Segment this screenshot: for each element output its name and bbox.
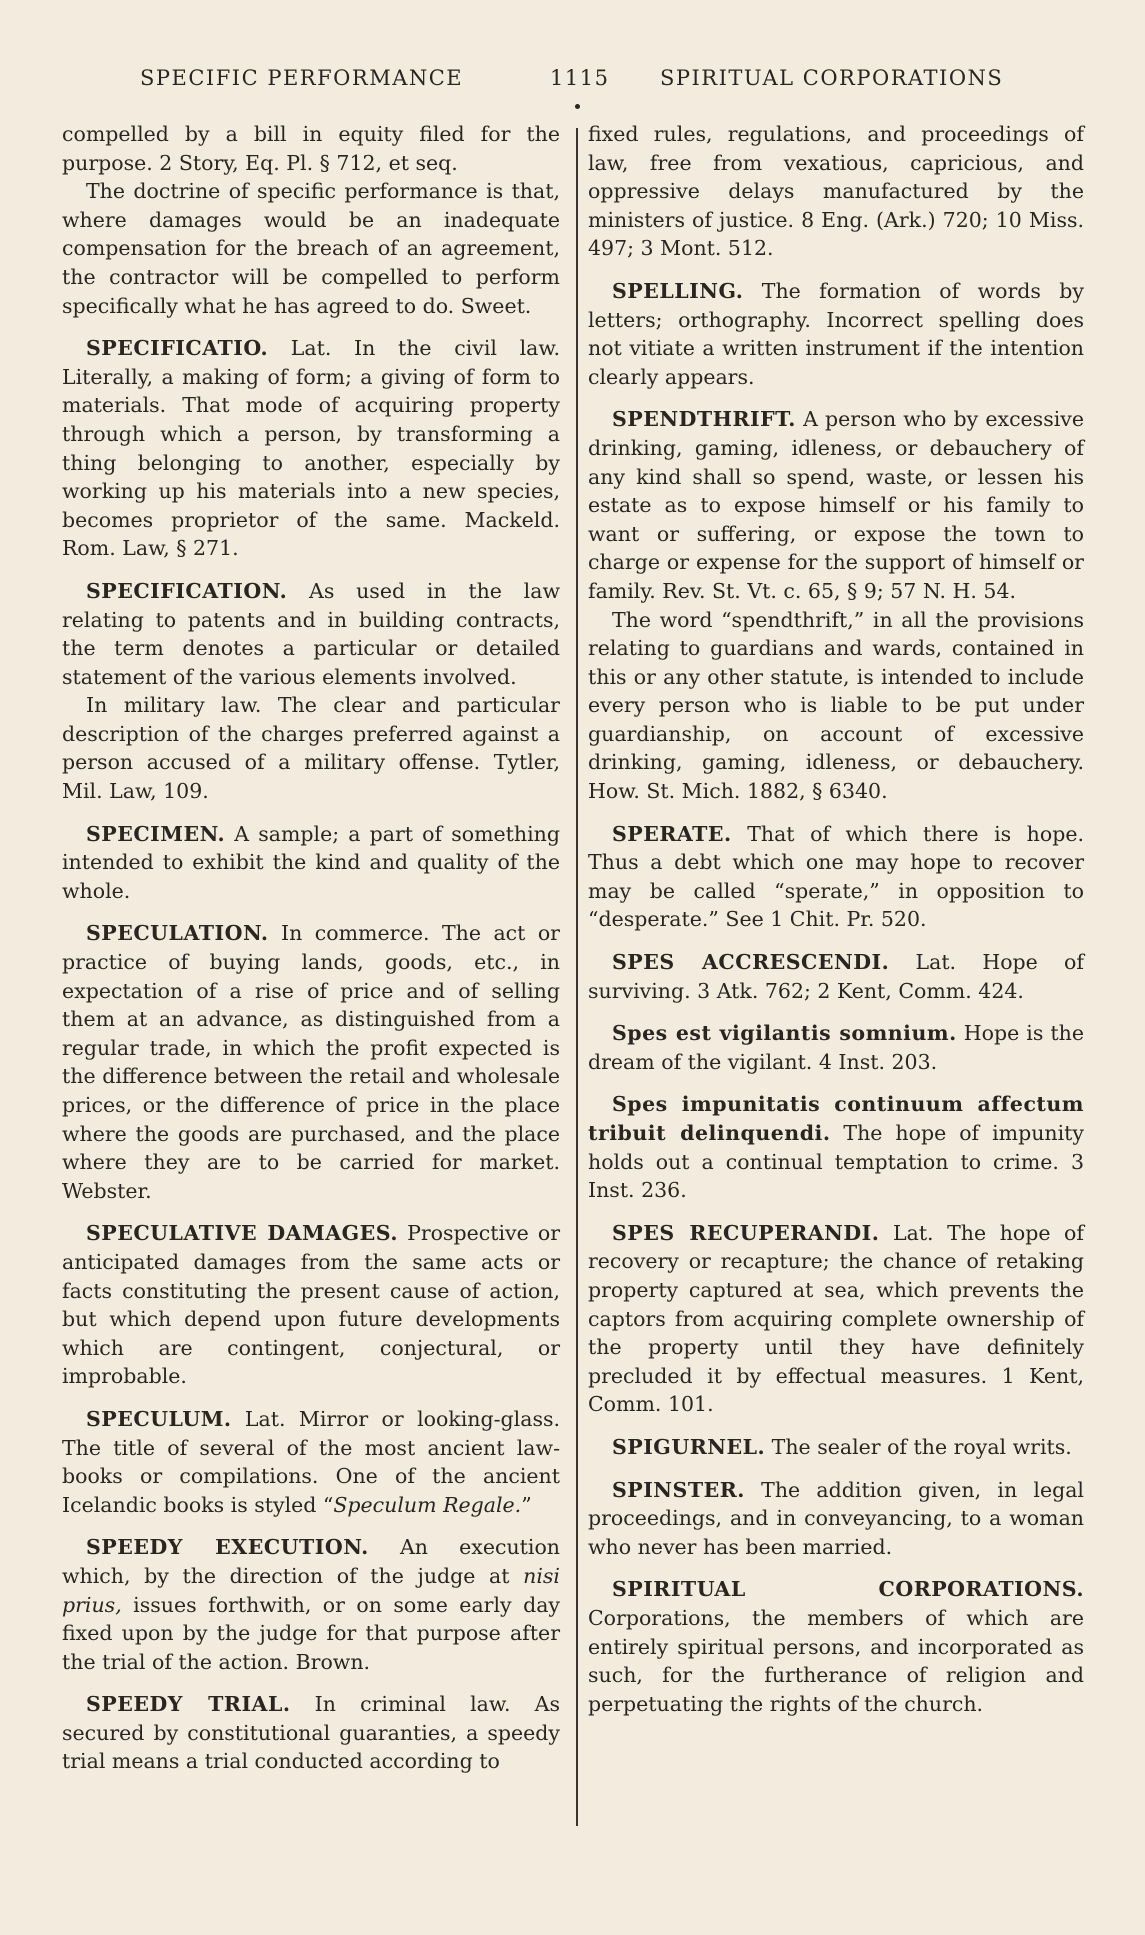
entry-spes-impunitatis: [588, 1090, 1084, 1204]
entry-continuation: fixed rules, regulations, and proceedings of law, free from vexatious, capricious, and oppressive delays manufactured by the ministers of justice. 8 Eng. (Ark.) 720; 10 Miss. 497; 3 Mont. 512.: [588, 122, 1084, 261]
translation: Hope is the dream of the vigilant. 4 Inst. 203.: [588, 1021, 1084, 1074]
definition: Lat. Mirror or looking-glass. The title of several of the most ancient law-books or compilations. One of the ancient Icelandic books is styled “: [62, 1406, 560, 1517]
headword: SPERATE.: [612, 821, 732, 846]
headword: SPECIMEN.: [86, 821, 226, 846]
italic-phrase: nisi prius,: [62, 1563, 560, 1617]
right-column: [588, 120, 1084, 1718]
entry-speculum: [62, 1405, 560, 1519]
headword: SPES ACCRESCENDI.: [612, 950, 890, 975]
entry-sperate: [588, 820, 1084, 934]
entry-specimen: [62, 820, 560, 906]
page-number: 1115: [550, 66, 610, 90]
header-dot: [575, 104, 580, 109]
definition: The formation of words by letters; orthography. Incorrect spelling does not vitiate a written instrument if the intention clearly appears.: [588, 278, 1084, 389]
entry-spes-recuperandi: [588, 1219, 1084, 1419]
headword: SPES RECUPERANDI.: [612, 1220, 880, 1245]
running-head: [0, 66, 1145, 100]
definition-cont: issues forthwith, or on some early day fixed upon by the judge for that purpose after the trial of the action. Brown.: [62, 1592, 560, 1674]
definition: As used in the law relating to patents and in building contracts, the term denotes a particular or detailed statement of the various elements involved.: [62, 578, 560, 689]
entry-spinster: [588, 1476, 1084, 1562]
entry-spiritual-corporations: [588, 1575, 1084, 1718]
definition: A person who by excessive drinking, gaming, idleness, or debauchery of any kind shall so spend, waste, or lessen his estate as to expose himself or his family to want or suffering, or expose the town to charge or expense for the support of himself or family. Rev. St. Vt. c. 65, § 9; 57 N. H. 54.: [588, 407, 1084, 603]
definition: The addition given, in legal proceedings, and in conveyancing, to a woman who never has been married.: [588, 1477, 1084, 1559]
maxim: Spes impunitatis continuum affectum tribuit delinquendi.: [588, 1092, 1084, 1145]
closing-quote: ”: [521, 1492, 532, 1517]
headword: SPECULATION.: [86, 921, 269, 946]
entry-spigurnel: [588, 1433, 1084, 1462]
definition: Lat. Hope of surviving. 3 Atk. 762; 2 Kent, Comm. 424.: [588, 950, 1084, 1003]
translation: The hope of impunity holds out a continual temptation to crime. 3 Inst. 236.: [588, 1121, 1084, 1203]
entry-speculative-damages: [62, 1219, 560, 1391]
entry-speedy-trial: [62, 1690, 560, 1776]
headword: SPENDTHRIFT.: [612, 407, 796, 432]
entry-spes-est-vigilantis: [588, 1019, 1084, 1076]
definition: That of which there is hope. Thus a debt which one may hope to recover may be called “sperate,” in opposition to “desperate.” See 1 Chit. Pr. 520.: [588, 821, 1084, 932]
entry-spelling: [588, 277, 1084, 391]
definition: In commerce. The act or practice of buying lands, goods, etc., in expectation of a rise of price and of selling them at an advance, as distinguished from a regular trade, in which the profit expected is the difference between the retail and wholesale prices, or the difference of price in the place where the goods are purchased, and the place where they are to be carried for market. Webster.: [62, 921, 560, 1203]
header-right-guide-word: SPIRITUAL CORPORATIONS: [660, 66, 1004, 90]
entry-continuation: compelled by a bill in equity filed for the purpose. 2 Story, Eq. Pl. § 712, et seq.: [62, 122, 560, 175]
headword: SPIGURNEL.: [612, 1434, 766, 1459]
entry-paragraph: In military law. The clear and particular description of the charges preferred against a person accused of a military offense. Tytler, Mil. Law, 109.: [62, 693, 560, 804]
headword: SPECIFICATIO.: [86, 336, 269, 361]
definition: In criminal law. As secured by constitutional guaranties, a speedy trial means a trial conducted according to: [62, 1692, 560, 1774]
entry-spendthrift: [588, 405, 1084, 605]
headword: SPECIFICATION.: [86, 578, 288, 603]
definition: The sealer of the royal writs.: [765, 1434, 1072, 1459]
column-divider: [576, 128, 578, 1826]
entry-specification: [62, 577, 560, 691]
definition: An execution which, by the direction of the judge at: [62, 1535, 560, 1588]
entry-specificatio: [62, 334, 560, 563]
entry-speedy-execution: [62, 1533, 560, 1676]
headword: SPEEDY EXECUTION.: [86, 1535, 369, 1560]
headword: SPINSTER.: [612, 1477, 745, 1502]
entry-speculation: [62, 919, 560, 1205]
maxim: Spes est vigilantis somnium.: [612, 1021, 957, 1046]
entry-paragraph: The word “spendthrift,” in all the provisions relating to guardians and wards, contained in this or any other statute, is intended to include every person who is liable to be put under guardianship, on account of excessive drinking, gaming, idleness, or debauchery. How. St. Mich. 1882, § 6340.: [588, 607, 1084, 804]
italic-title: Speculum Regale.: [333, 1492, 522, 1517]
headword: SPECULATIVE DAMAGES.: [86, 1221, 398, 1246]
definition: A sample; a part of something intended to exhibit the kind and quality of the whole.: [62, 821, 560, 903]
definition: Corporations, the members of which are entirely spiritual persons, and incorporated as such, for the furtherance of religion and perpetuating the rights of the church.: [588, 1605, 1084, 1716]
definition: Prospective or anticipated damages from the same acts or facts constituting the present cause of action, but which depend upon future developments which are contingent, conjectural, or improbable.: [62, 1221, 561, 1389]
definition: Lat. The hope of recovery or recapture; the chance of retaking property captured at sea, which prevents the captors from acquiring complete ownership of the property until they have definitely precluded it by effectual measures. 1 Kent, Comm. 101.: [588, 1220, 1084, 1417]
definition: Lat. In the civil law. Literally, a making of form; a giving of form to materials. That mode of acquiring property through which a person, by transforming a thing belonging to another, especially by working up his materials into a new species, becomes proprietor of the same. Mackeld. Rom. Law, § 271.: [62, 336, 560, 561]
headword: SPIRITUAL CORPORATIONS.: [612, 1577, 1084, 1602]
entry-paragraph: The doctrine of specific performance is that, where damages would be an inadequate compensation for the breach of an agreement, the contractor will be compelled to perform specifically what he has agreed to do. Sweet.: [62, 179, 560, 318]
entry-spes-accrescendi: [588, 948, 1084, 1005]
headword: SPELLING.: [612, 278, 744, 303]
left-column: [62, 120, 560, 1776]
header-left-guide-word: SPECIFIC PERFORMANCE: [140, 66, 464, 90]
headword: SPEEDY TRIAL.: [86, 1692, 291, 1717]
headword: SPECULUM.: [86, 1406, 232, 1431]
